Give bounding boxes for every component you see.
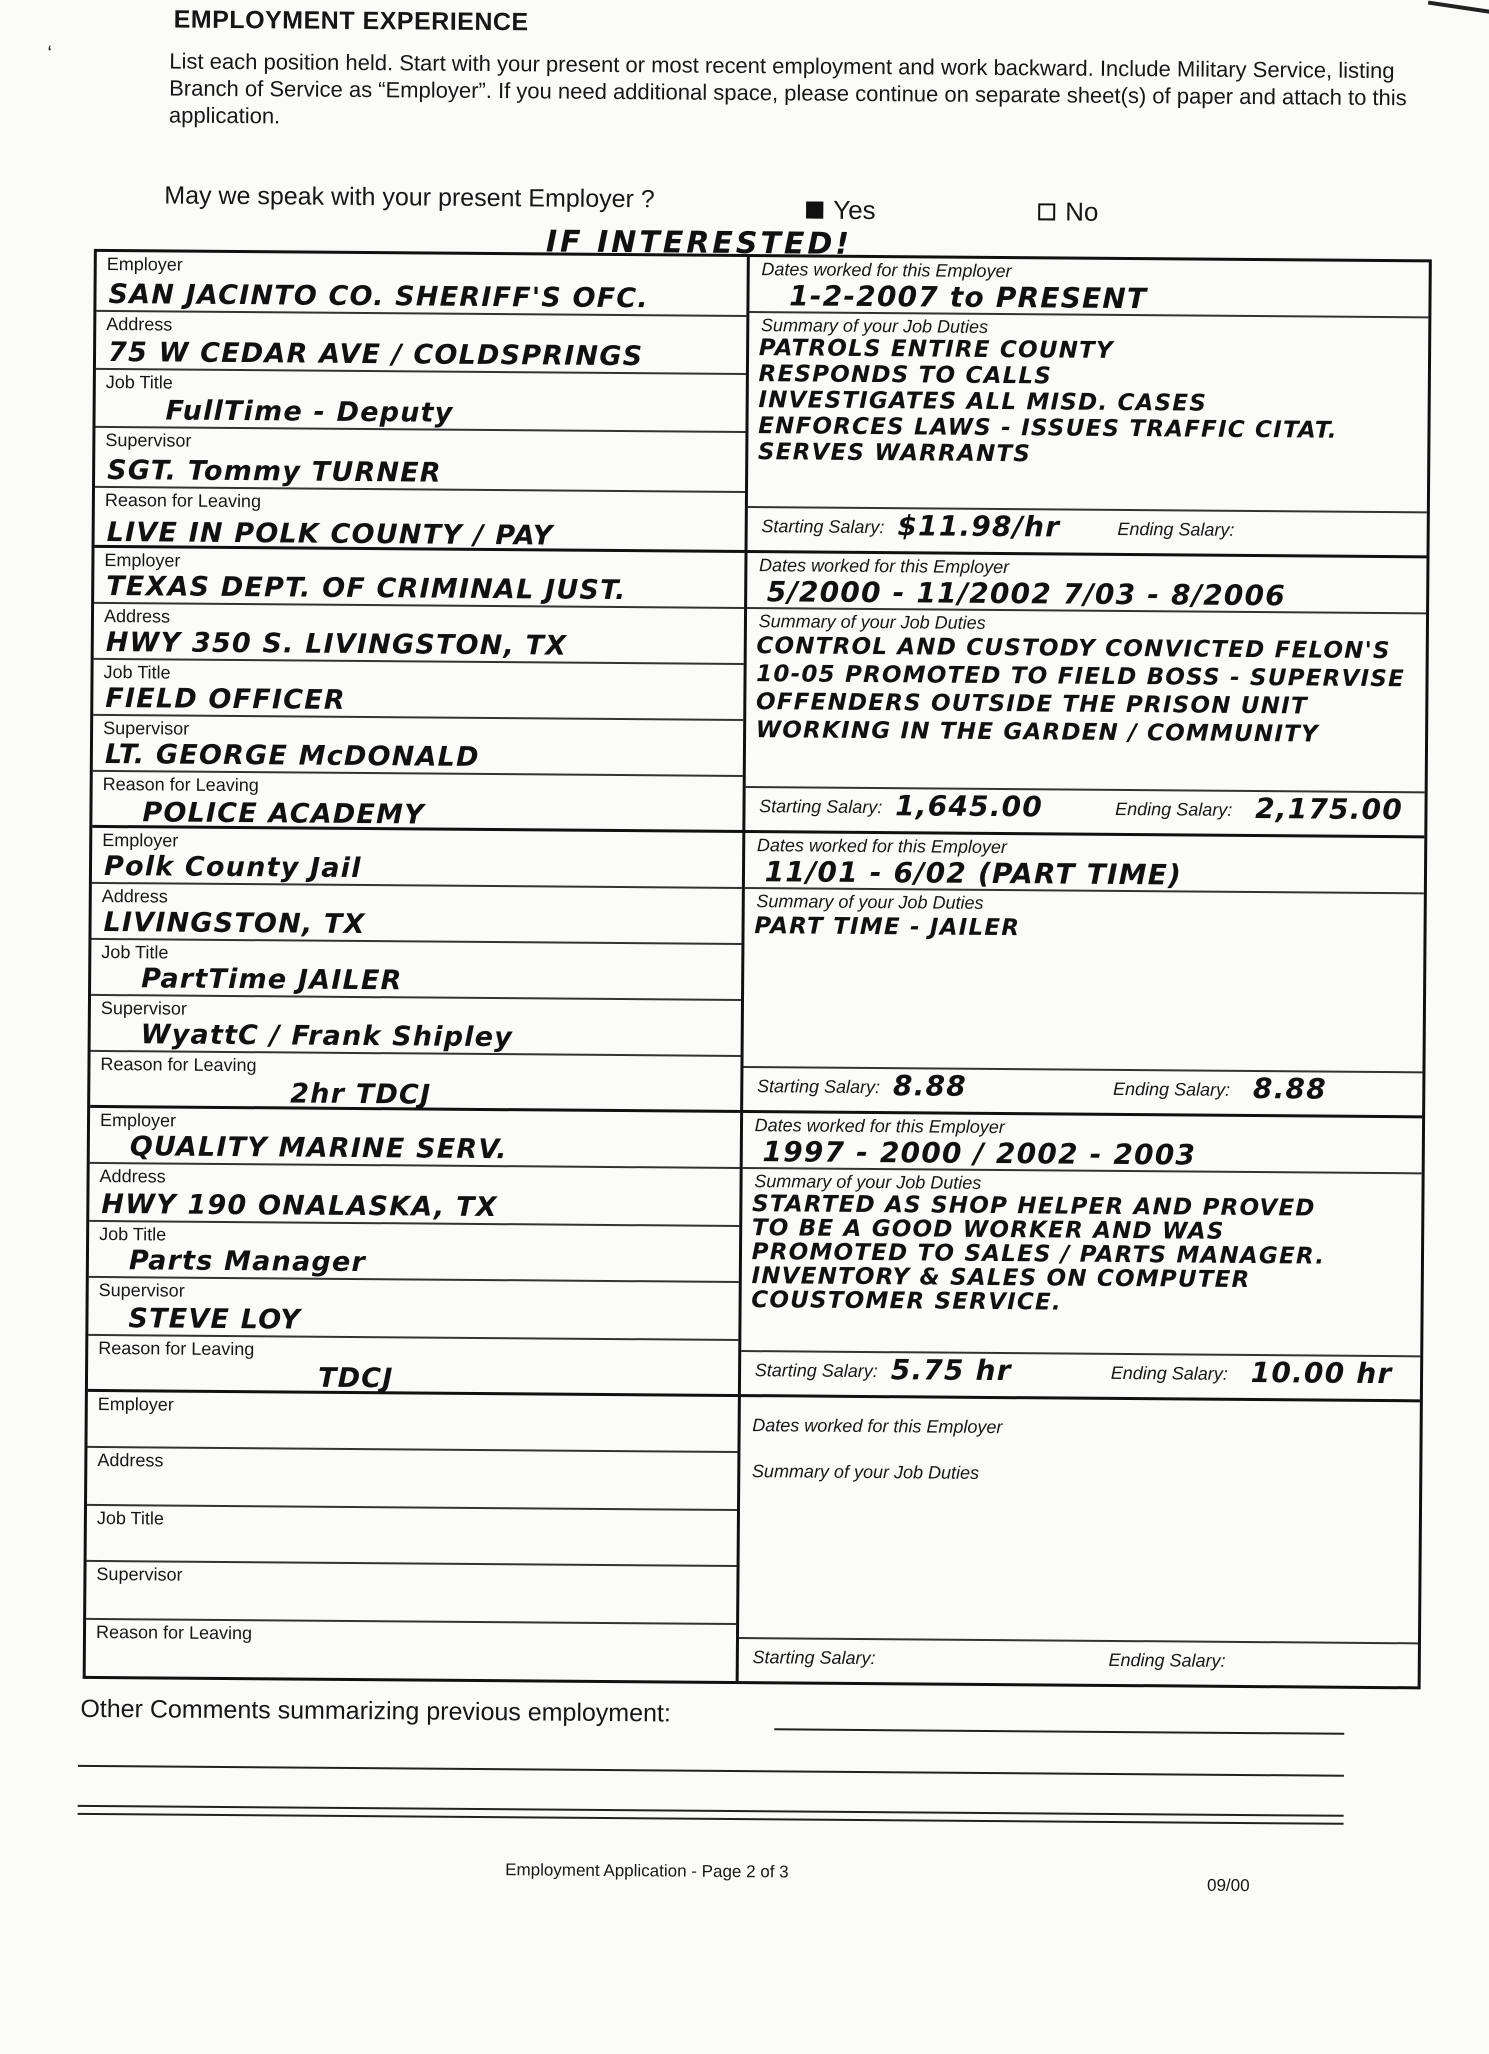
comments-line-2[interactable] <box>78 1765 1344 1777</box>
reason-field[interactable] <box>95 488 745 553</box>
duty-line: OFFENDERS OUTSIDE THE PRISON UNIT <box>755 689 1308 720</box>
duties-label: Summary of your Job Duties <box>754 1171 982 1193</box>
address-field[interactable] <box>91 884 741 945</box>
reason-value: POLICE ACADEMY <box>142 797 426 831</box>
duty-line: INVENTORY & SALES ON COMPUTER <box>751 1263 1251 1294</box>
reason-label: Reason for Leaving <box>95 1621 253 1644</box>
job-title-label: Job Title <box>96 1507 165 1529</box>
employer-label: Employer <box>99 1109 177 1131</box>
address-label: Address <box>99 1165 166 1187</box>
job-title-label: Job Title <box>103 661 171 683</box>
starting-salary-value[interactable]: 5.75 hr <box>890 1353 1012 1388</box>
job-title-field[interactable] <box>95 370 745 433</box>
employer-field[interactable] <box>94 548 744 609</box>
address-label: Address <box>101 885 168 907</box>
dates-label: Dates worked for this Employer <box>754 1115 1005 1138</box>
employer-field[interactable] <box>87 1392 737 1453</box>
entry-left-column <box>86 1392 741 1681</box>
job-title-label: Job Title <box>99 1223 167 1245</box>
starting-salary-value[interactable]: $11.98/hr <box>897 509 1061 544</box>
duty-line: INVESTIGATES ALL MISD. CASES <box>758 387 1208 417</box>
ending-salary-label: Ending Salary: <box>1112 1078 1231 1100</box>
supervisor-field[interactable] <box>91 996 741 1057</box>
reason-value: 2hr TDCJ <box>290 1078 432 1111</box>
no-option[interactable] <box>1038 196 1098 227</box>
employer-value: Polk County Jail <box>103 851 362 885</box>
job-title-value: Parts Manager <box>128 1245 367 1279</box>
address-field[interactable] <box>96 312 746 375</box>
address-field[interactable] <box>87 1448 737 1511</box>
address-field[interactable] <box>89 1164 739 1227</box>
reason-field[interactable] <box>88 1336 738 1397</box>
footer-form-code: 09/00 <box>1206 1875 1250 1896</box>
duty-line: TO BE A GOOD WORKER AND WAS <box>751 1215 1225 1245</box>
duty-line: CONTROL AND CUSTODY CONVICTED FELON'S <box>756 633 1391 665</box>
supervisor-value: STEVE LOY <box>128 1303 302 1336</box>
supervisor-label: Supervisor <box>103 717 190 739</box>
duty-line: PART TIME - JAILER <box>754 913 1021 942</box>
duty-line: PATROLS ENTIRE COUNTY <box>758 335 1114 364</box>
salary-row <box>741 1350 1421 1399</box>
dates-field[interactable] <box>749 257 1429 318</box>
duty-line: COUSTOMER SERVICE. <box>751 1287 1062 1316</box>
supervisor-field[interactable] <box>86 1562 736 1625</box>
entry-left-column <box>88 1108 743 1394</box>
dates-field[interactable] <box>747 553 1427 614</box>
duty-line: STARTED AS SHOP HELPER AND PROVED <box>751 1191 1316 1222</box>
supervisor-value: SGT. Tommy TURNER <box>107 455 443 489</box>
reason-field[interactable] <box>90 1052 740 1113</box>
starting-salary-value[interactable]: 1,645.00 <box>895 789 1044 824</box>
duty-line: ENFORCES LAWS - ISSUES TRAFFIC CITAT. <box>758 413 1338 444</box>
starting-salary-label: Starting Salary: <box>752 1647 876 1669</box>
employer-value: QUALITY MARINE SERV. <box>129 1131 508 1166</box>
reason-label: Reason for Leaving <box>102 773 259 796</box>
employer-entry-4 <box>88 1108 1422 1402</box>
supervisor-label: Supervisor <box>98 1279 185 1301</box>
reason-value: TDCJ <box>317 1362 394 1395</box>
job-title-label: Job Title <box>105 372 173 393</box>
supervisor-label: Supervisor <box>96 1563 183 1585</box>
scan-mark <box>1428 1 1489 15</box>
entry-right-column <box>747 257 1429 555</box>
job-title-value: FullTime - Deputy <box>165 395 454 429</box>
dates-value: 1-2-2007 to PRESENT <box>789 279 1148 316</box>
job-title-value: PartTime JAILER <box>141 963 403 997</box>
ending-salary-value[interactable]: 2,175.00 <box>1255 792 1404 827</box>
salary-row <box>738 1637 1418 1686</box>
supervisor-value: WyattC / Frank Shipley <box>140 1019 514 1054</box>
supervisor-label: Supervisor <box>100 997 188 1019</box>
job-title-label: Job Title <box>101 941 169 963</box>
reason-field[interactable] <box>86 1620 736 1681</box>
ending-salary-label: Ending Salary: <box>1110 1362 1228 1384</box>
address-label: Address <box>106 314 173 335</box>
dates-label: Dates worked for this Employer <box>752 1415 1003 1438</box>
employer-label: Employer <box>104 549 181 571</box>
supervisor-field[interactable] <box>93 716 743 777</box>
supervisor-field[interactable] <box>88 1278 738 1341</box>
duty-line: SERVES WARRANTS <box>757 439 1032 468</box>
entry-left-column <box>95 252 750 550</box>
reason-label: Reason for Leaving <box>104 489 262 512</box>
address-value: 75 W CEDAR AVE / COLDSPRINGS <box>107 337 644 373</box>
entry-left-column <box>90 828 745 1110</box>
salary-row <box>743 1066 1423 1115</box>
dates-label: Dates worked for this Employer <box>761 259 1012 282</box>
employer-label: Employer <box>97 1393 174 1415</box>
address-value: LIVINGSTON, TX <box>103 906 366 941</box>
ending-salary-label: Ending Salary: <box>1117 518 1235 540</box>
duty-line: WORKING IN THE GARDEN / COMMUNITY <box>755 717 1319 748</box>
reason-label: Reason for Leaving <box>98 1337 255 1360</box>
dates-field[interactable] <box>742 1113 1422 1174</box>
reason-value: LIVE IN POLK COUNTY / PAY <box>106 517 554 552</box>
footer-page-number: Employment Application - Page 2 of 3 <box>505 1860 789 1882</box>
no-checkbox[interactable] <box>1038 203 1055 220</box>
yes-option[interactable] <box>806 194 876 226</box>
address-value: HWY 350 S. LIVINGSTON, TX <box>105 627 568 662</box>
duty-line: PROMOTED TO SALES / PARTS MANAGER. <box>751 1239 1326 1270</box>
dates-value: 11/01 - 6/02 (PART TIME) <box>764 855 1183 892</box>
job-title-field[interactable] <box>91 940 741 1001</box>
section-title: EMPLOYMENT EXPERIENCE <box>173 5 529 37</box>
duty-line: 10-05 PROMOTED TO FIELD BOSS - SUPERVISE <box>756 661 1406 693</box>
ending-salary-label: Ending Salary: <box>1115 798 1233 820</box>
address-value: HWY 190 ONALASKA, TX <box>101 1188 498 1224</box>
salary-row <box>745 786 1425 835</box>
speak-question: May we speak with your present Employer ? <box>164 181 655 214</box>
entry-right-column <box>743 833 1424 1115</box>
comments-line-1[interactable] <box>774 1728 1344 1734</box>
supervisor-label: Supervisor <box>105 429 192 451</box>
employer-value: TEXAS DEPT. OF CRIMINAL JUST. <box>106 571 627 607</box>
dates-label: Dates worked for this Employer <box>759 555 1010 578</box>
address-field[interactable] <box>94 604 744 665</box>
instructions: List each position held. Start with your present or most recent employment and work backward. Include Military Service, listing Branch of Service as “Employer”. If you need additional space, please continue on separate sheet(s) of paper and attach to this application. <box>168 48 1407 129</box>
employment-grid <box>83 249 1432 1689</box>
job-title-value: FIELD OFFICER <box>105 683 346 716</box>
duties-label: Summary of your Job Duties <box>751 1461 980 1483</box>
entry-right-column <box>745 553 1426 835</box>
starting-salary-label: Starting Salary: <box>759 796 883 818</box>
dates-label: Dates worked for this Employer <box>756 835 1008 858</box>
dates-field[interactable] <box>745 833 1425 894</box>
employer-entry-3 <box>90 828 1424 1118</box>
ending-salary-label: Ending Salary: <box>1108 1649 1226 1671</box>
entry-left-column <box>92 548 747 830</box>
yes-checkbox[interactable] <box>806 201 823 218</box>
employer-field[interactable] <box>92 828 742 889</box>
reason-field[interactable] <box>92 772 742 833</box>
entry-right-column <box>741 1113 1422 1399</box>
starting-salary-label: Starting Salary: <box>754 1360 878 1382</box>
employer-entry-2 <box>92 548 1426 838</box>
employer-value: SAN JACINTO CO. SHERIFF'S OFC. <box>108 279 649 315</box>
employer-field[interactable] <box>90 1108 740 1169</box>
no-label: No <box>1065 196 1099 227</box>
starting-salary-label: Starting Salary: <box>756 1076 881 1098</box>
employer-label: Employer <box>102 829 179 851</box>
comments-label: Other Comments summarizing previous employment: <box>80 1694 671 1728</box>
yes-label: Yes <box>833 194 876 226</box>
job-title-field[interactable] <box>87 1506 737 1567</box>
dates-field[interactable] <box>740 1397 1420 1458</box>
reason-label: Reason for Leaving <box>100 1053 257 1076</box>
salary-row <box>747 506 1427 555</box>
ending-salary-value[interactable]: 8.88 <box>1252 1072 1328 1106</box>
scan-tick-mark: ‘ <box>47 42 52 65</box>
handwritten-note: IF INTERESTED! <box>545 224 853 262</box>
address-label: Address <box>97 1449 164 1471</box>
dates-value: 5/2000 - 11/2002 7/03 - 8/2006 <box>766 575 1287 613</box>
supervisor-value: LT. GEORGE McDONALD <box>104 739 480 773</box>
starting-salary-value[interactable]: 8.88 <box>892 1069 968 1103</box>
entry-right-column <box>738 1397 1420 1686</box>
address-label: Address <box>103 605 171 627</box>
employer-label: Employer <box>106 254 183 275</box>
employer-field[interactable] <box>96 252 746 317</box>
duties-label: Summary of your Job Duties <box>756 891 984 913</box>
duties-label: Summary of your Job Duties <box>758 611 986 633</box>
employer-entry-5 <box>86 1392 1420 1686</box>
duties-label: Summary of your Job Duties <box>760 315 989 337</box>
employer-entry-1 <box>95 252 1429 558</box>
ending-salary-value[interactable]: 10.00 hr <box>1250 1356 1393 1391</box>
dates-value: 1997 - 2000 / 2002 - 2003 <box>762 1135 1197 1172</box>
job-title-field[interactable] <box>89 1222 739 1283</box>
starting-salary-label: Starting Salary: <box>761 516 885 538</box>
job-title-field[interactable] <box>93 660 743 721</box>
supervisor-field[interactable] <box>95 428 745 493</box>
duty-line: RESPONDS TO CALLS <box>758 361 1053 390</box>
